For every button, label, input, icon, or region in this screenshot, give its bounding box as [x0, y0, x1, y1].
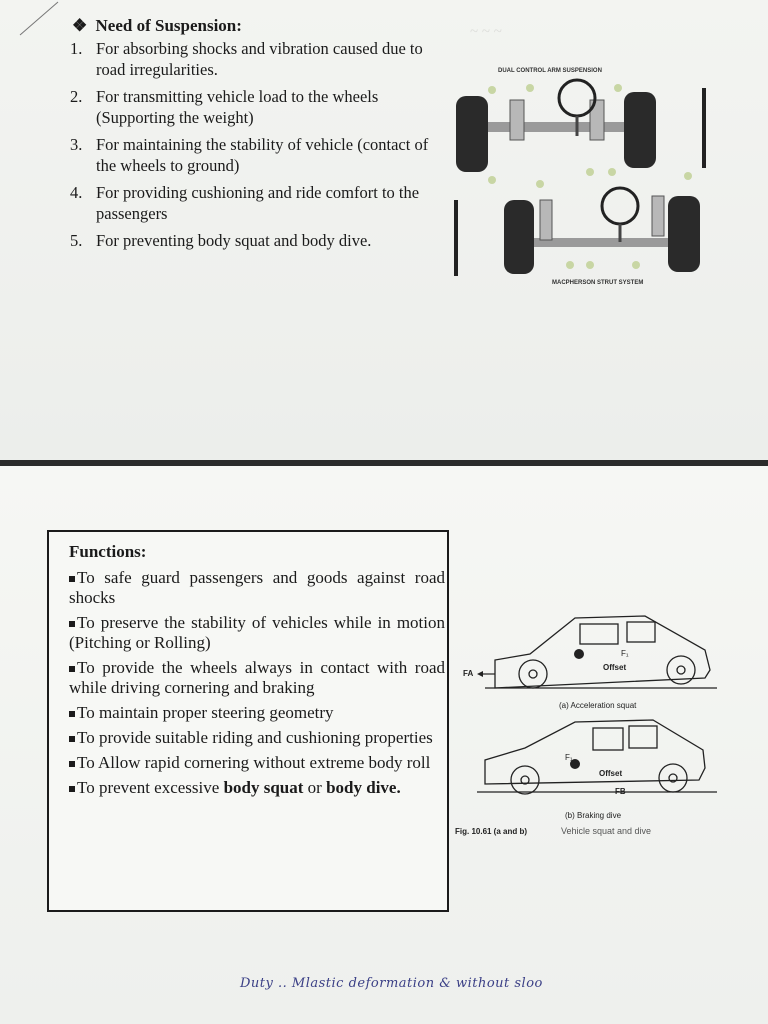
- item-text: For transmitting vehicle load to the wheels (Supporting the weight): [96, 87, 379, 127]
- macpherson-strut-illustration: [504, 172, 700, 274]
- label-fa: FA: [463, 669, 474, 678]
- needs-list: [70, 38, 430, 257]
- functions-list: [69, 568, 447, 798]
- need-title: Need of Suspension:: [95, 16, 242, 35]
- bleed-through-text: ~ ~ ~: [470, 24, 502, 40]
- dual-control-arm-illustration: [456, 80, 656, 184]
- dual-control-arm-label: DUAL CONTROL ARM SUSPENSION: [498, 68, 602, 74]
- function-item: [69, 703, 447, 723]
- function-text: or: [303, 778, 327, 797]
- need-heading: [72, 16, 242, 36]
- label-f1-a: F₁: [621, 649, 629, 658]
- label-fb: FB: [615, 787, 626, 796]
- square-bullet-icon: [69, 621, 75, 627]
- figure-number: Fig. 10.61 (a and b): [455, 827, 528, 836]
- functions-box: [47, 530, 449, 912]
- needs-item: [70, 230, 430, 251]
- handwritten-note: Duty .. Mlastic deformation & without sloo: [240, 976, 543, 991]
- macpherson-label: MACPHERSON STRUT SYSTEM: [552, 280, 644, 286]
- function-item: [69, 613, 447, 653]
- needs-item: [70, 182, 430, 224]
- function-text: To preserve the stability of vehicles while in motion (Pitching or Rolling): [69, 613, 445, 652]
- item-text: For maintaining the stability of vehicle (contact of the wheels to ground): [96, 135, 429, 175]
- label-f1-b: F₁: [565, 753, 573, 762]
- diamond-bullet-icon: ❖: [72, 16, 88, 35]
- function-item: [69, 778, 447, 798]
- item-number: 2.: [70, 87, 83, 106]
- divider-bar: [702, 88, 706, 168]
- function-item: [69, 568, 447, 608]
- function-text: .: [396, 778, 401, 797]
- needs-item: [70, 134, 430, 176]
- cg-icon: [574, 649, 584, 659]
- bold-term: body dive: [326, 778, 397, 797]
- car-braking-dive: [477, 720, 717, 794]
- top-page: [0, 0, 768, 460]
- square-bullet-icon: [69, 666, 75, 672]
- function-text: To Allow rapid cornering without extreme body roll: [77, 753, 431, 772]
- arrowhead-icon: [477, 671, 483, 677]
- function-item: [69, 728, 447, 748]
- squat-dive-diagram: [455, 608, 755, 848]
- bold-term: body squat: [223, 778, 304, 797]
- square-bullet-icon: [69, 786, 75, 792]
- item-text: For absorbing shocks and vibration caused due to road irregularities.: [96, 39, 423, 79]
- square-bullet-icon: [69, 761, 75, 767]
- function-item: [69, 753, 447, 773]
- item-text: For providing cushioning and ride comfort to the passengers: [96, 183, 420, 223]
- item-number: 1.: [70, 39, 83, 58]
- function-item: [69, 658, 447, 698]
- square-bullet-icon: [69, 736, 75, 742]
- function-text: To maintain proper steering geometry: [77, 703, 334, 722]
- suspension-diagram: [440, 60, 760, 300]
- square-bullet-icon: [69, 576, 75, 582]
- needs-item: [70, 86, 430, 128]
- label-offset-a: Offset: [603, 663, 627, 672]
- caption-braking-dive: (b) Braking dive: [565, 811, 622, 820]
- item-text: For preventing body squat and body dive.: [96, 231, 372, 250]
- item-number: 4.: [70, 183, 83, 202]
- label-offset-b: Offset: [599, 769, 623, 778]
- item-number: 3.: [70, 135, 83, 154]
- function-text: To provide suitable riding and cushioning properties: [77, 728, 433, 747]
- car-acceleration-squat: [485, 616, 717, 688]
- figure-title: Vehicle squat and dive: [561, 826, 652, 836]
- square-bullet-icon: [69, 711, 75, 717]
- corner-mark: [0, 0, 60, 40]
- function-text: To safe guard passengers and goods against road shocks: [69, 568, 445, 607]
- needs-item: [70, 38, 430, 80]
- caption-acceleration-squat: (a) Acceleration squat: [559, 701, 637, 710]
- divider-bar: [454, 200, 458, 276]
- function-text: To prevent excessive: [77, 778, 224, 797]
- item-number: 5.: [70, 231, 83, 250]
- function-text: To provide the wheels always in contact with road while driving cornering and braking: [69, 658, 445, 697]
- functions-title: Functions:: [69, 542, 147, 561]
